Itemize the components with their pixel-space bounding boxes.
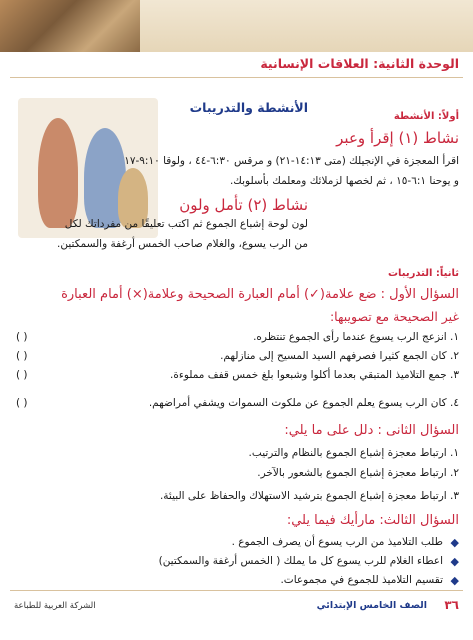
- q2-item-3: ٣. ارتباط معجزة إشباع الجموع بترشيد الاستهلاك والحفاظ على البيئة.: [159, 490, 459, 502]
- feeding-illustration: [18, 98, 158, 238]
- q2-item-2: ٢. ارتباط معجزة إشباع الجموع بالشعور بالآخر.: [257, 467, 459, 479]
- publisher-name: الشركة العربية للطباعة: [14, 601, 96, 611]
- q1-statement-4: ٤. كان الرب يسوع يعلم الجموع عن ملكوت السموات ويشفي أمراضهم.: [148, 397, 459, 409]
- figure-jesus: [38, 118, 78, 228]
- bullet-diamond-icon: ◆: [450, 574, 459, 587]
- footer-divider: [10, 590, 463, 591]
- activities-heading: الأنشطة والتدريبات: [189, 100, 308, 115]
- bullet-diamond-icon: ◆: [450, 536, 459, 549]
- answer-blank[interactable]: ( ): [16, 369, 28, 381]
- page-number: ٣٦: [444, 598, 459, 612]
- question3-title: السؤال الثالث: مارأيك فيما يلي:: [286, 513, 459, 528]
- q1-statement-1: ١. انزعج الرب يسوع عندما رأى الجموع تنتظره.: [253, 331, 459, 343]
- answer-blank[interactable]: ( ): [16, 350, 28, 362]
- question1-subtitle: غير الصحيحة مع تصويبها:: [329, 309, 459, 324]
- unit-title: الوحدة الثانية: العلاقات الإنسانية: [260, 56, 459, 71]
- grade-label: الصف الخامس الإبتدائي: [316, 600, 427, 611]
- header-band: [140, 0, 473, 52]
- answer-blank[interactable]: ( ): [16, 331, 28, 343]
- question1-title: السؤال الأول : ضع علامة(✓) أمام العبارة الصحيحة وعلامة(×) أمام العبارة: [61, 287, 459, 302]
- activity1-line2: و يوحنا ٦:١-١٥ ، ثم لخصها لزملائك ومعلمك بأسلوبك.: [229, 175, 459, 187]
- q3-item-3: تقسيم التلاميذ للجموع في مجموعات.: [280, 574, 443, 586]
- q1-statement-3: ٣. جمع التلاميذ المتبقي بعدما أكلوا وشبعوا بلغ خمس قفف مملوءة.: [170, 369, 459, 381]
- activities-label: أولاً: الأنشطة: [393, 111, 459, 122]
- activity1-line1: اقرأ المعجزة في الإنجيلك (متى ١٤:١٣-٢١) و مرقس ٦:٣٠-٤٤ ، ولوقا ٩:١٠-١٧: [124, 155, 459, 167]
- q1-statement-2: ٢. كان الجمع كثيرا فصرفهم السيد المسيح إلى منازلهم.: [220, 350, 459, 362]
- header-photo: [0, 0, 140, 52]
- q3-item-2: اعطاء الغلام للرب يسوع كل ما يملك ( الخمس أرغفة والسمكتين): [158, 555, 443, 567]
- q2-item-1: ١. ارتباط معجزة إشباع الجموع بالنظام والترتيب.: [248, 447, 459, 459]
- exercises-label: ثانياً: التدريبات: [387, 268, 459, 279]
- activity2-line2: من الرب يسوع، والغلام صاحب الخمس أرغفة والسمكتين.: [57, 238, 308, 250]
- activity2-title: نشاط (٢) تأمل ولون: [179, 196, 308, 214]
- question2-title: السؤال الثانى : دلل على ما يلي:: [284, 423, 459, 438]
- bullet-diamond-icon: ◆: [450, 555, 459, 568]
- activity1-title: نشاط (١) إقرأ وعبر: [336, 129, 459, 147]
- page-header: [0, 0, 473, 70]
- activity2-line1: لون لوحة إشباع الجموع ثم اكتب تعليقًا من مفرداتك لكل: [64, 218, 308, 230]
- header-divider: [10, 77, 463, 78]
- q3-item-1: طلب التلاميذ من الرب يسوع أن يصرف الجموع .: [231, 536, 443, 548]
- answer-blank[interactable]: ( ): [16, 397, 28, 409]
